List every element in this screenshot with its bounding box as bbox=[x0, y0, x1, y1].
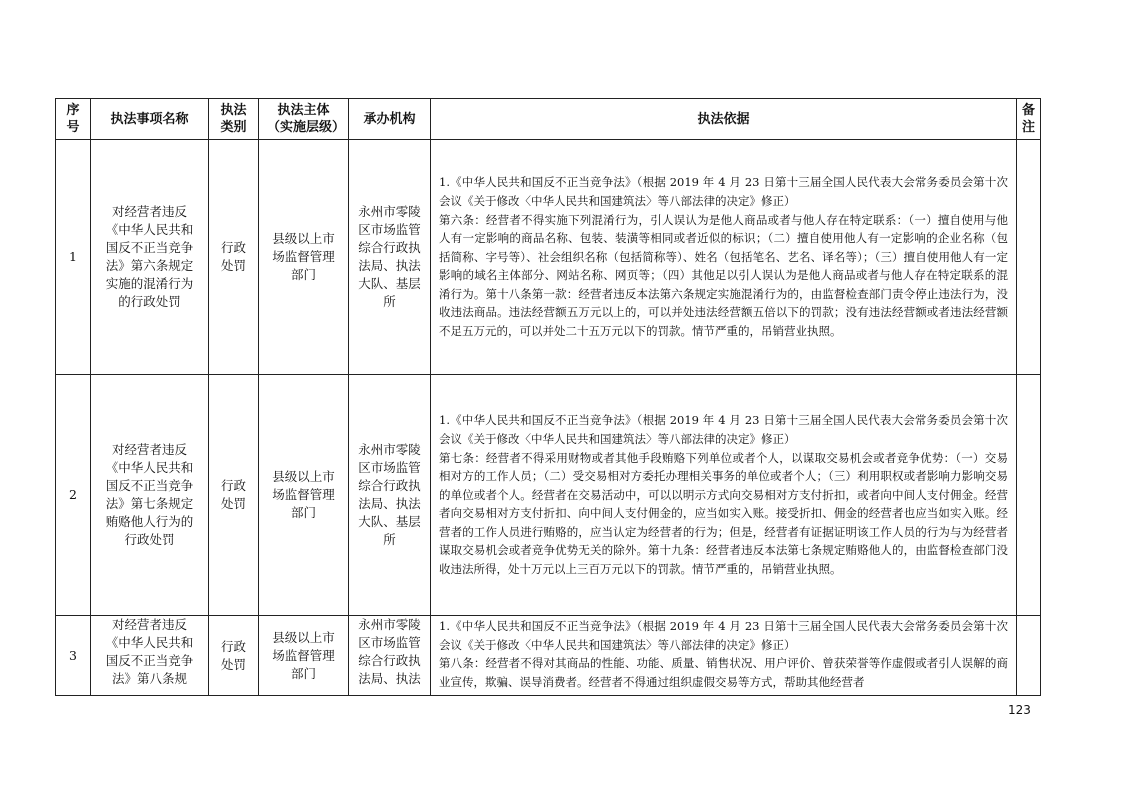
row-basis bbox=[431, 140, 1017, 375]
row-remark bbox=[1017, 140, 1041, 375]
basis-paragraph: 1.《中华人民共和国反不正当竞争法》（根据 2019 年 4 月 23 日第十三届全国人民代表大会常务委员会第十次会议《关于修改〈中华人民共和国建筑法〉等八部法律的决定》修正） bbox=[439, 619, 1008, 652]
header-category: 执法类别 bbox=[209, 99, 259, 140]
row-name-text: 对经营者违反《中华人民共和国反不正当竞争法》第六条规定实施的混淆行为的行政处罚 bbox=[105, 204, 194, 309]
row-subject bbox=[259, 375, 349, 616]
row-remark bbox=[1017, 616, 1041, 696]
table-row bbox=[56, 140, 1041, 375]
row-subject bbox=[259, 140, 349, 375]
header-basis: 执法依据 bbox=[431, 99, 1017, 140]
table-row bbox=[56, 616, 1041, 696]
row-name-text: 对经营者违反《中华人民共和国反不正当竞争法》第八条规 bbox=[105, 617, 194, 686]
row-agency bbox=[349, 140, 431, 375]
row-agency bbox=[349, 616, 431, 696]
row-agency bbox=[349, 375, 431, 616]
row-agency-text: 永州市零陵区市场监管综合行政执法局、执法 bbox=[358, 617, 421, 686]
row-category-text: 行政处罚 bbox=[220, 478, 246, 511]
header-name: 执法事项名称 bbox=[91, 99, 209, 140]
header-agency: 承办机构 bbox=[349, 99, 431, 140]
row-category-text: 行政处罚 bbox=[220, 240, 246, 273]
header-no: 序号 bbox=[56, 99, 91, 140]
row-agency-text: 永州市零陵区市场监管综合行政执法局、执法大队、基层所 bbox=[358, 204, 421, 309]
header-row bbox=[56, 99, 1041, 140]
basis-paragraph: 1.《中华人民共和国反不正当竞争法》（根据 2019 年 4 月 23 日第十三届全国人民代表大会常务委员会第十次会议《关于修改〈中华人民共和国建筑法〉等八部法律的决定》修正） bbox=[439, 175, 1008, 208]
row-basis bbox=[431, 375, 1017, 616]
row-name bbox=[91, 616, 209, 696]
row-basis bbox=[431, 616, 1017, 696]
row-no: 1 bbox=[56, 140, 91, 375]
row-subject bbox=[259, 616, 349, 696]
row-agency-text: 永州市零陵区市场监管综合行政执法局、执法大队、基层所 bbox=[358, 442, 421, 547]
row-no: 2 bbox=[56, 375, 91, 616]
basis-clip bbox=[439, 617, 1008, 689]
basis-paragraph: 第六条：经营者不得实施下列混淆行为，引人误认为是他人商品或者与他人存在特定联系：（一）擅自使用与他人有一定影响的商品名称、包装、装潢等相同或者近似的标识；（二）擅自使用他人有一定影响的企业名称（包括简称、字号等）、社会组织名称（包括简称等）、姓名（包括笔名、艺名、译名等）；（三）擅自使用他人有一定影响的域名主体部分、网站名称、网页等；（四）其他足以引人误认为是他人商品或者与他人存在特定联系的混淆行为。第十八条第一款：经营者违反本法第六条规定实施混淆行为的，由监督检查部门责令停止违法行为，没收违法商品。违法经营额五万元以上的，可以并处违法经营额五倍以下的罚款；没有违法经营额或者违法经营额不足五万元的，可以并处二十五万元以下的罚款。情节严重的，吊销营业执照。 bbox=[439, 212, 1008, 339]
row-name bbox=[91, 375, 209, 616]
row-name bbox=[91, 140, 209, 375]
basis-paragraph: 第八条：经营者不得对其商品的性能、功能、质量、销售状况、用户评价、曾获荣誉等作虚假或者引人误解的商业宣传，欺骗、误导消费者。经营者不得通过组织虚假交易等方式，帮助其他经营者 bbox=[439, 656, 1008, 689]
row-subject-text: 县级以上市场监督管理部门 bbox=[272, 469, 335, 520]
row-no: 3 bbox=[56, 616, 91, 696]
header-subject: 执法主体（实施层级） bbox=[259, 99, 349, 140]
row-category bbox=[209, 140, 259, 375]
row-subject-text: 县级以上市场监督管理部门 bbox=[272, 231, 335, 282]
row-remark bbox=[1017, 375, 1041, 616]
header-remark: 备注 bbox=[1017, 99, 1041, 140]
basis-paragraph: 1.《中华人民共和国反不正当竞争法》（根据 2019 年 4 月 23 日第十三届全国人民代表大会常务委员会第十次会议《关于修改〈中华人民共和国建筑法〉等八部法律的决定》修正） bbox=[439, 413, 1008, 446]
enforcement-table bbox=[55, 98, 1041, 696]
basis-paragraph: 第七条：经营者不得采用财物或者其他手段贿赂下列单位或者个人，以谋取交易机会或者竞争优势：（一）交易相对方的工作人员；（二）受交易相对方委托办理相关事务的单位或者个人；（三）利用职权或者影响力影响交易的单位或者个人。经营者在交易活动中，可以以明示方式向交易相对方支付折扣，或者向中间人支付佣金。经营者向交易相对方支付折扣、向中间人支付佣金的，应当如实入账。接受折扣、佣金的经营者也应当如实入账。经营者的工作人员进行贿赂的，应当认定为经营者的行为；但是，经营者有证据证明该工作人员的行为与为经营者谋取交易机会或者竞争优势无关的除外。第十九条：经营者违反本法第七条规定贿赂他人的，由监督检查部门没收违法所得，处十万元以上三百万元以下的罚款。情节严重的，吊销营业执照。 bbox=[439, 450, 1008, 577]
row-category bbox=[209, 375, 259, 616]
row-category-text: 行政处罚 bbox=[220, 638, 246, 672]
row-category bbox=[209, 616, 259, 696]
row-subject-text: 县级以上市场监督管理部门 bbox=[272, 629, 335, 681]
row-name-text: 对经营者违反《中华人民共和国反不正当竞争法》第七条规定贿赂他人行为的行政处罚 bbox=[105, 442, 194, 547]
table-row bbox=[56, 375, 1041, 616]
page-number: 123 bbox=[1008, 703, 1031, 717]
